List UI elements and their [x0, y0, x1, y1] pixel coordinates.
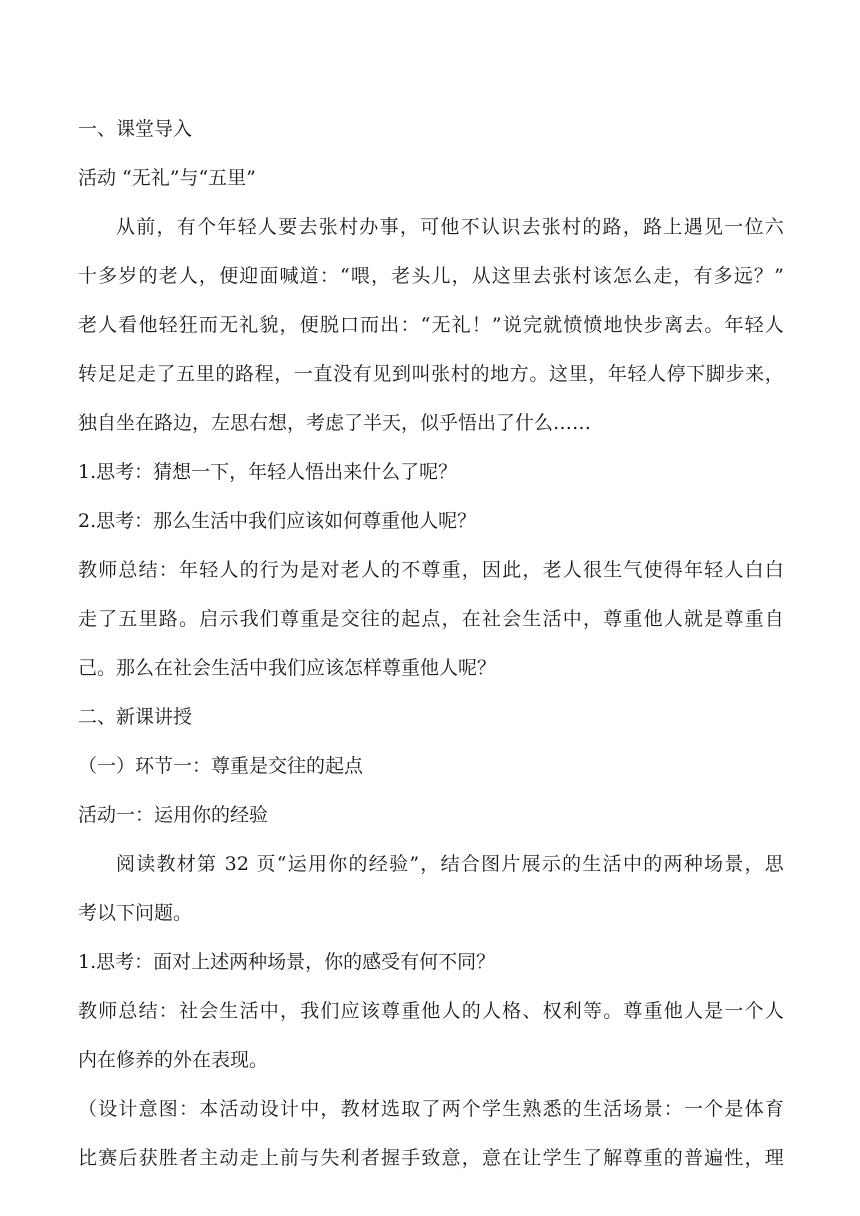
reading-line: 考以下问题。 — [78, 902, 193, 924]
section-1-title: （一）环节一：尊重是交往的起点 — [78, 755, 364, 777]
design-intent-line: （设计意图：本活动设计中，教材选取了两个学生熟悉的生活场景：一个是体育 — [78, 1098, 784, 1120]
teacher-summary-2-line: 内在修养的外在表现。 — [78, 1049, 269, 1071]
story-line: 独自坐在路边，左思右想，考虑了半天，似乎悟出了什么…… — [78, 412, 592, 434]
document-body — [78, 112, 784, 1190]
heading-new-lesson: 二、新课讲授 — [78, 706, 193, 728]
story-line: 老人看他轻狂而无礼貌，便脱口而出：“无礼！”说完就愤愤地快步离去。年轻人 — [78, 314, 784, 336]
question-1: 1.思考：猜想一下，年轻人悟出来什么了呢？ — [78, 461, 458, 483]
teacher-summary-line: 走了五里路。启示我们尊重是交往的起点，在社会生活中，尊重他人就是尊重自 — [78, 608, 784, 630]
teacher-summary-line: 教师总结：年轻人的行为是对老人的不尊重，因此，老人很生气使得年轻人白白 — [78, 559, 784, 581]
teacher-summary-2-line: 教师总结：社会生活中，我们应该尊重他人的人格、权利等。尊重他人是一个人 — [78, 1000, 784, 1022]
activity-1-title: 活动一：运用你的经验 — [78, 804, 269, 826]
teacher-summary-line: 己。那么在社会生活中我们应该怎样尊重他人呢？ — [78, 657, 497, 679]
activity-title: 活动 “无礼”与“五里” — [78, 167, 256, 189]
question-2: 2.思考：那么生活中我们应该如何尊重他人呢？ — [78, 510, 477, 532]
story-line: 转足足走了五里的路程，一直没有见到叫张村的地方。这里，年轻人停下脚步来， — [78, 363, 784, 385]
design-intent-line: 比赛后获胜者主动走上前与失利者握手致意，意在让学生了解尊重的普遍性，理 — [78, 1147, 784, 1169]
story-line: 从前，有个年轻人要去张村办事，可他不认识去张村的路，路上遇见一位六 — [116, 216, 784, 238]
heading-classroom-intro: 一、课堂导入 — [78, 118, 193, 140]
reading-line: 阅读教材第 32 页“运用你的经验”，结合图片展示的生活中的两种场景，思 — [116, 853, 784, 875]
question-3: 1.思考：面对上述两种场景，你的感受有何不同？ — [78, 951, 496, 973]
story-line: 十多岁的老人，便迎面喊道：“喂，老头儿，从这里去张村该怎么走，有多远？” — [78, 265, 784, 287]
